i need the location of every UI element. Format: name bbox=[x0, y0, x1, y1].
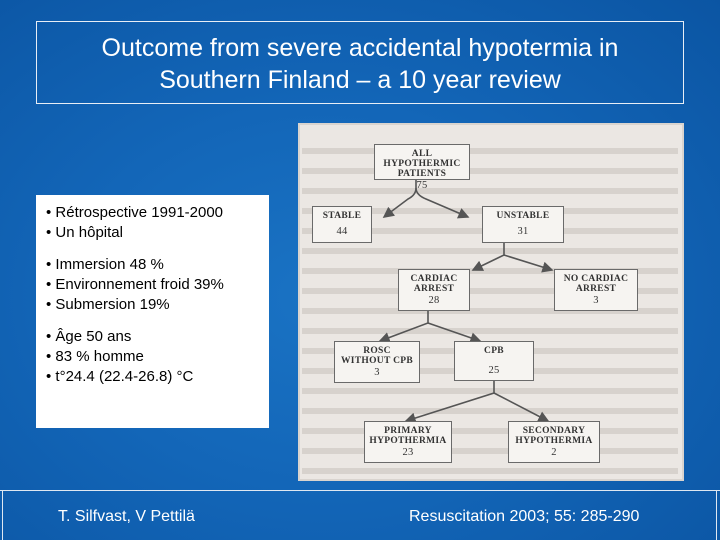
footer-frame-right bbox=[716, 490, 717, 540]
demographics-group bbox=[46, 327, 269, 387]
node-no-cardiac-label-1: NO CARDIAC bbox=[563, 274, 629, 284]
node-primary-hypothermia bbox=[364, 421, 452, 463]
node-cpb-count: 25 bbox=[488, 365, 500, 376]
node-cardiac-count: 28 bbox=[428, 295, 440, 306]
node-no-cardiac-count: 3 bbox=[593, 295, 599, 306]
node-primary-label-2: HYPOTHERMIA bbox=[369, 436, 447, 446]
slide-title bbox=[36, 21, 684, 104]
node-secondary-label-2: HYPOTHERMIA bbox=[515, 436, 593, 446]
node-stable-label: STABLE bbox=[322, 211, 362, 221]
node-rosc-label-2: WITHOUT CPB bbox=[340, 356, 413, 366]
node-unstable bbox=[482, 206, 564, 243]
footer-frame-left bbox=[2, 490, 3, 540]
node-primary-label-1: PRIMARY bbox=[384, 426, 432, 436]
node-cpb-label: CPB bbox=[484, 346, 504, 356]
mechanism-group bbox=[46, 255, 269, 315]
node-secondary-hypothermia bbox=[508, 421, 600, 463]
footer-citation: Resuscitation 2003; 55: 285-290 bbox=[409, 508, 640, 525]
bullet-retrospective: • Rétrospective 1991-2000 bbox=[46, 204, 224, 221]
flowchart-scan bbox=[298, 123, 684, 481]
node-no-cardiac-label-2: ARREST bbox=[575, 284, 617, 294]
bullet-immersion: • Immersion 48 % bbox=[46, 256, 164, 273]
footer-authors: T. Silfvast, V Pettilä bbox=[58, 508, 195, 525]
node-cardiac-label-1: CARDIAC bbox=[410, 274, 458, 284]
title-line-2: Southern Finland – a 10 year review bbox=[159, 66, 561, 94]
node-secondary-count: 2 bbox=[551, 447, 557, 458]
node-rosc bbox=[334, 341, 420, 383]
title-line-1: Outcome from severe accidental hypotermia in bbox=[101, 34, 619, 62]
node-no-cardiac-arrest bbox=[554, 269, 638, 311]
node-stable bbox=[312, 206, 372, 243]
node-secondary-label-1: SECONDARY bbox=[522, 426, 586, 436]
node-primary-count: 23 bbox=[402, 447, 414, 458]
node-cardiac-arrest bbox=[398, 269, 470, 311]
node-stable-count: 44 bbox=[336, 226, 348, 237]
node-all-label-2: PATIENTS bbox=[397, 169, 447, 179]
node-cpb bbox=[454, 341, 534, 381]
bullet-one-hospital: • Un hôpital bbox=[46, 224, 123, 241]
node-rosc-label-1: ROSC bbox=[363, 346, 391, 356]
summary-box bbox=[36, 195, 269, 428]
node-cardiac-label-2: ARREST bbox=[413, 284, 455, 294]
bullet-male: • 83 % homme bbox=[46, 348, 144, 365]
node-unstable-count: 31 bbox=[517, 226, 529, 237]
bullet-age: • Âge 50 ans bbox=[46, 328, 132, 345]
bullet-cold-environment: • Environnement froid 39% bbox=[46, 276, 224, 293]
node-all-patients bbox=[374, 144, 470, 191]
node-unstable-label: UNSTABLE bbox=[496, 211, 550, 221]
study-design-group bbox=[46, 203, 269, 243]
node-all-count: 75 bbox=[416, 180, 428, 191]
node-all-label-1: ALL HYPOTHERMIC bbox=[383, 149, 461, 169]
bullet-temperature: • t°24.4 (22.4-26.8) °C bbox=[46, 368, 194, 385]
node-rosc-count: 3 bbox=[374, 367, 380, 378]
footer bbox=[0, 490, 720, 540]
bullet-submersion: • Submersion 19% bbox=[46, 296, 170, 313]
